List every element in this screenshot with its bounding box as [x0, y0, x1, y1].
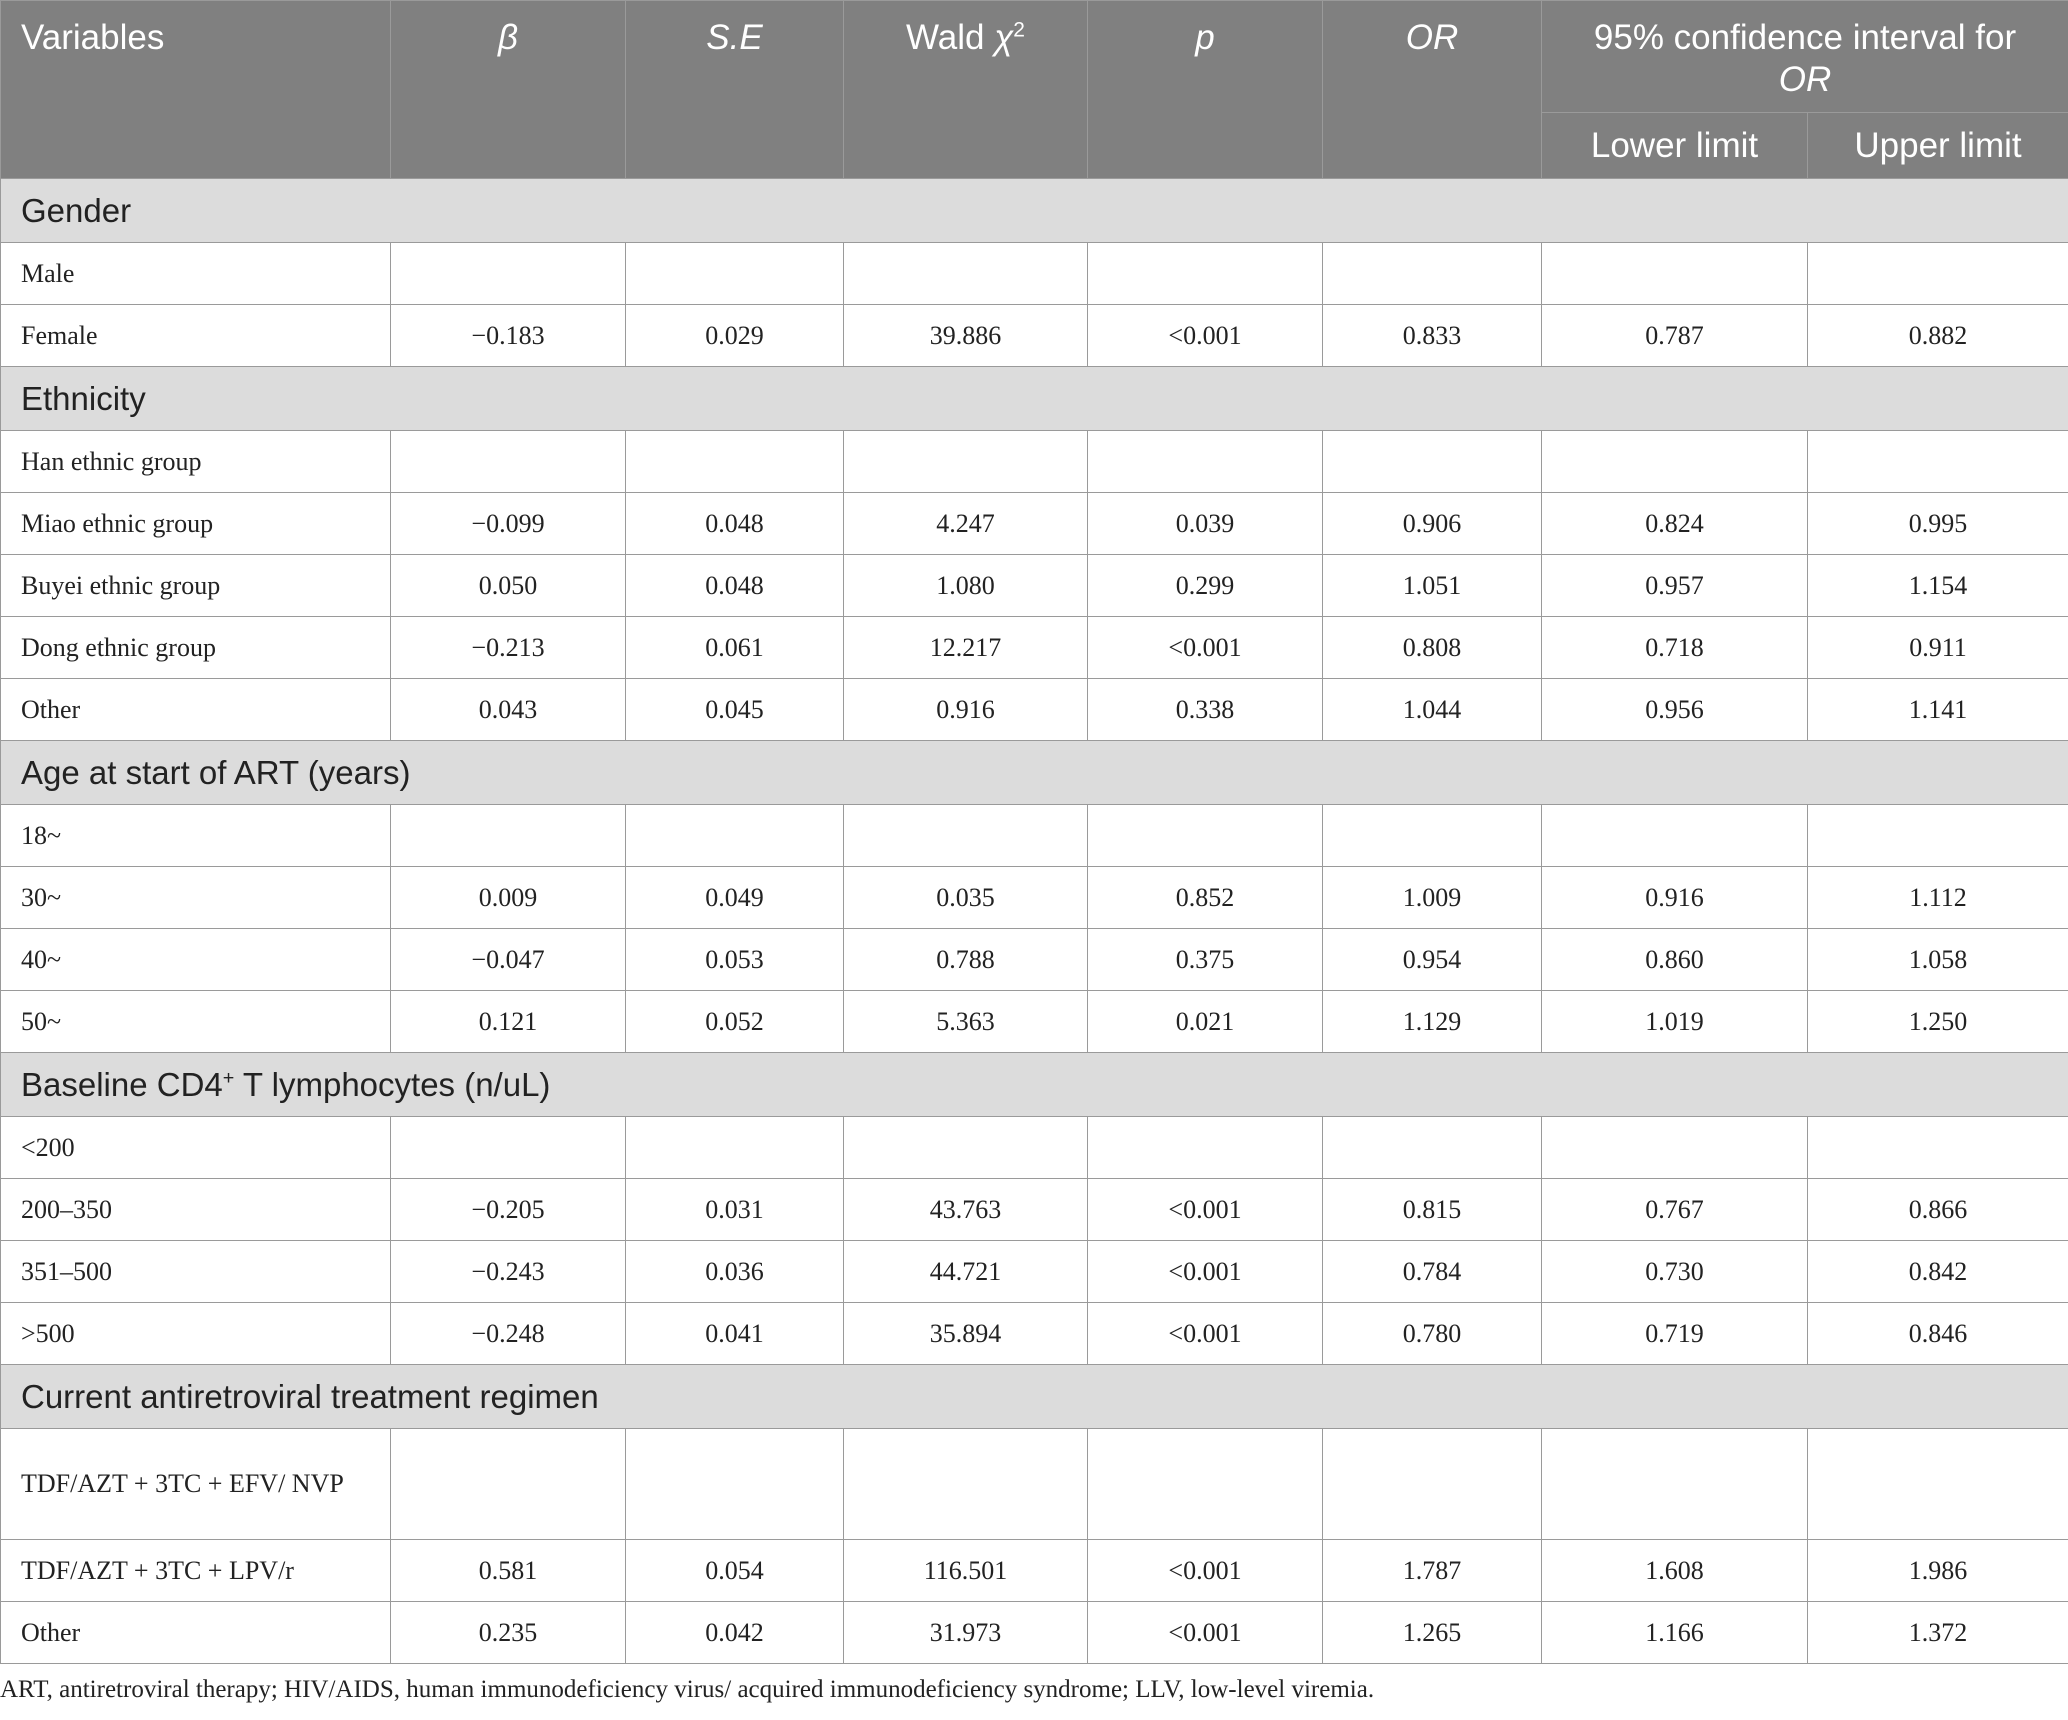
row-label: Han ethnic group	[1, 431, 391, 493]
cell-or: 0.780	[1323, 1303, 1542, 1365]
cell-wald: 35.894	[844, 1303, 1088, 1365]
group-header-row	[1, 1053, 2068, 1117]
cell-beta: −0.248	[391, 1303, 626, 1365]
cell-wald	[844, 243, 1088, 305]
cell-wald	[844, 1429, 1088, 1540]
group-title-text: Gender	[21, 191, 132, 229]
cell-p: 0.375	[1088, 929, 1323, 991]
cell-se	[626, 805, 844, 867]
row-label: Other	[1, 679, 391, 741]
cell-p: 0.039	[1088, 493, 1323, 555]
cell-or: 0.808	[1323, 617, 1542, 679]
cell-p: 0.299	[1088, 555, 1323, 617]
table-row	[1, 1117, 2068, 1179]
group-title	[1, 1365, 2068, 1429]
header-ci-prefix: 95% confidence interval for	[1593, 18, 2017, 57]
cell-beta: 0.121	[391, 991, 626, 1053]
cell-lower	[1542, 431, 1808, 493]
row-label: Miao ethnic group	[1, 493, 391, 555]
cell-se: 0.053	[626, 929, 844, 991]
cell-lower: 0.824	[1542, 493, 1808, 555]
cell-beta	[391, 431, 626, 493]
cell-p: <0.001	[1088, 1540, 1323, 1602]
cell-upper: 0.995	[1808, 493, 2068, 555]
group-title-suffix: T lymphocytes (n/uL)	[234, 1065, 551, 1103]
cell-upper: 0.911	[1808, 617, 2068, 679]
row-label: 18~	[1, 805, 391, 867]
cell-lower	[1542, 805, 1808, 867]
cell-upper	[1808, 805, 2068, 867]
table-footnote: ART, antiretroviral therapy; HIV/AIDS, human immunodeficiency virus/ acquired immunodeficiency syndrome; LLV, low-level viremia.	[0, 1676, 1375, 1703]
row-label: 30~	[1, 867, 391, 929]
header-variables: Variables	[1, 1, 391, 179]
cell-upper	[1808, 243, 2068, 305]
header-p: p	[1088, 1, 1323, 179]
cell-lower: 0.957	[1542, 555, 1808, 617]
cell-p	[1088, 1429, 1323, 1540]
cell-upper: 0.842	[1808, 1241, 2068, 1303]
row-label: Female	[1, 305, 391, 367]
cell-upper: 1.250	[1808, 991, 2068, 1053]
cell-wald	[844, 1117, 1088, 1179]
cell-upper: 1.154	[1808, 555, 2068, 617]
cell-or: 1.051	[1323, 555, 1542, 617]
cell-p: <0.001	[1088, 1179, 1323, 1241]
group-title-text: Current antiretroviral treatment regimen	[21, 1377, 599, 1415]
group-header-row	[1, 367, 2068, 431]
cell-p	[1088, 805, 1323, 867]
cell-or	[1323, 805, 1542, 867]
group-title-sup: +	[222, 1066, 235, 1089]
table-row	[1, 1303, 2068, 1365]
cell-se: 0.048	[626, 493, 844, 555]
cell-or: 0.784	[1323, 1241, 1542, 1303]
group-title-text: Age at start of ART (years)	[21, 753, 411, 791]
group-title	[1, 1053, 2068, 1117]
row-label: Buyei ethnic group	[1, 555, 391, 617]
cell-or: 1.787	[1323, 1540, 1542, 1602]
cell-upper	[1808, 1429, 2068, 1540]
table-row	[1, 1429, 2068, 1540]
table-body	[1, 179, 2068, 1664]
table-row	[1, 867, 2068, 929]
cell-p: 0.852	[1088, 867, 1323, 929]
cell-beta: 0.581	[391, 1540, 626, 1602]
row-label: >500	[1, 1303, 391, 1365]
cell-beta: 0.050	[391, 555, 626, 617]
cell-se: 0.054	[626, 1540, 844, 1602]
cell-lower: 0.730	[1542, 1241, 1808, 1303]
cell-upper: 0.866	[1808, 1179, 2068, 1241]
cell-wald	[844, 805, 1088, 867]
header-lower-limit: Lower limit	[1542, 113, 1808, 179]
cell-lower	[1542, 243, 1808, 305]
cell-se: 0.031	[626, 1179, 844, 1241]
cell-p: <0.001	[1088, 1602, 1323, 1664]
cell-se: 0.041	[626, 1303, 844, 1365]
row-label: 50~	[1, 991, 391, 1053]
row-label: <200	[1, 1117, 391, 1179]
table-row	[1, 1241, 2068, 1303]
cell-p: 0.338	[1088, 679, 1323, 741]
header-ci-or: OR	[1778, 60, 1832, 99]
cell-wald: 4.247	[844, 493, 1088, 555]
cell-lower	[1542, 1429, 1808, 1540]
cell-upper: 1.058	[1808, 929, 2068, 991]
header-se: S.E	[626, 1, 844, 179]
group-header-row	[1, 741, 2068, 805]
table-row	[1, 805, 2068, 867]
cell-lower: 0.787	[1542, 305, 1808, 367]
cell-or: 1.044	[1323, 679, 1542, 741]
row-label: 40~	[1, 929, 391, 991]
cell-or	[1323, 1429, 1542, 1540]
cell-p: <0.001	[1088, 1241, 1323, 1303]
cell-beta: −0.205	[391, 1179, 626, 1241]
cell-se: 0.036	[626, 1241, 844, 1303]
cell-wald: 43.763	[844, 1179, 1088, 1241]
cell-p: <0.001	[1088, 305, 1323, 367]
cell-or: 0.906	[1323, 493, 1542, 555]
table-row	[1, 431, 2068, 493]
cell-beta: −0.099	[391, 493, 626, 555]
cell-se: 0.042	[626, 1602, 844, 1664]
cell-or: 1.129	[1323, 991, 1542, 1053]
cell-lower: 1.019	[1542, 991, 1808, 1053]
header-wald-sup: 2	[1013, 18, 1025, 42]
cell-or	[1323, 1117, 1542, 1179]
cell-upper: 0.846	[1808, 1303, 2068, 1365]
table-row	[1, 243, 2068, 305]
cell-beta: −0.213	[391, 617, 626, 679]
cell-se: 0.049	[626, 867, 844, 929]
cell-lower: 1.166	[1542, 1602, 1808, 1664]
cell-or	[1323, 431, 1542, 493]
cell-wald: 31.973	[844, 1602, 1088, 1664]
cell-wald: 12.217	[844, 617, 1088, 679]
header-beta: β	[391, 1, 626, 179]
cell-beta: 0.043	[391, 679, 626, 741]
cell-se	[626, 1429, 844, 1540]
cell-upper: 1.141	[1808, 679, 2068, 741]
row-label: TDF/AZT + 3TC + EFV/ NVP	[1, 1429, 391, 1540]
cell-p	[1088, 243, 1323, 305]
group-header-row	[1, 179, 2068, 243]
cell-upper: 1.112	[1808, 867, 2068, 929]
cell-upper	[1808, 1117, 2068, 1179]
row-label: Male	[1, 243, 391, 305]
cell-wald: 1.080	[844, 555, 1088, 617]
cell-se: 0.029	[626, 305, 844, 367]
cell-se	[626, 243, 844, 305]
cell-lower: 0.916	[1542, 867, 1808, 929]
cell-lower: 0.719	[1542, 1303, 1808, 1365]
header-or: OR	[1323, 1, 1542, 179]
cell-se	[626, 431, 844, 493]
cell-beta: −0.243	[391, 1241, 626, 1303]
cell-p	[1088, 1117, 1323, 1179]
group-title-text: Baseline CD4	[21, 1065, 223, 1103]
group-title-text: Ethnicity	[21, 379, 146, 417]
cell-lower: 0.718	[1542, 617, 1808, 679]
cell-beta	[391, 1429, 626, 1540]
group-header-row	[1, 1365, 2068, 1429]
cell-or	[1323, 243, 1542, 305]
cell-wald: 44.721	[844, 1241, 1088, 1303]
group-title	[1, 179, 2068, 243]
cell-se: 0.048	[626, 555, 844, 617]
group-title	[1, 367, 2068, 431]
table-header	[1, 1, 2068, 179]
cell-beta: 0.235	[391, 1602, 626, 1664]
cell-upper: 0.882	[1808, 305, 2068, 367]
cell-wald: 0.916	[844, 679, 1088, 741]
cell-p: <0.001	[1088, 1303, 1323, 1365]
header-ci	[1542, 1, 2068, 113]
cell-p: 0.021	[1088, 991, 1323, 1053]
cell-lower: 0.767	[1542, 1179, 1808, 1241]
cell-wald: 116.501	[844, 1540, 1088, 1602]
cell-beta: −0.183	[391, 305, 626, 367]
cell-or: 0.954	[1323, 929, 1542, 991]
table-row	[1, 929, 2068, 991]
cell-beta: 0.009	[391, 867, 626, 929]
row-label: Dong ethnic group	[1, 617, 391, 679]
cell-wald: 5.363	[844, 991, 1088, 1053]
cell-wald: 0.788	[844, 929, 1088, 991]
table-row	[1, 555, 2068, 617]
cell-se: 0.052	[626, 991, 844, 1053]
group-title	[1, 741, 2068, 805]
row-label: 200–350	[1, 1179, 391, 1241]
table-row	[1, 1602, 2068, 1664]
header-wald	[844, 1, 1088, 179]
header-upper-limit: Upper limit	[1808, 113, 2068, 179]
cell-se: 0.061	[626, 617, 844, 679]
cell-upper: 1.986	[1808, 1540, 2068, 1602]
table-row	[1, 305, 2068, 367]
header-wald-prefix: Wald	[906, 18, 995, 57]
cell-p: <0.001	[1088, 617, 1323, 679]
cell-or: 1.009	[1323, 867, 1542, 929]
table-row	[1, 1540, 2068, 1602]
row-label: TDF/AZT + 3TC + LPV/r	[1, 1540, 391, 1602]
cell-se	[626, 1117, 844, 1179]
cell-beta	[391, 1117, 626, 1179]
cell-wald	[844, 431, 1088, 493]
cell-beta	[391, 805, 626, 867]
cell-upper	[1808, 431, 2068, 493]
row-label: Other	[1, 1602, 391, 1664]
cell-lower: 0.956	[1542, 679, 1808, 741]
table-row	[1, 991, 2068, 1053]
cell-lower: 1.608	[1542, 1540, 1808, 1602]
header-wald-chi: χ	[994, 18, 1014, 57]
cell-wald: 39.886	[844, 305, 1088, 367]
table-row	[1, 1179, 2068, 1241]
cell-upper: 1.372	[1808, 1602, 2068, 1664]
cell-beta: −0.047	[391, 929, 626, 991]
cell-p	[1088, 431, 1323, 493]
table-row	[1, 493, 2068, 555]
cell-beta	[391, 243, 626, 305]
row-label: 351–500	[1, 1241, 391, 1303]
cell-wald: 0.035	[844, 867, 1088, 929]
table-row	[1, 617, 2068, 679]
table-row	[1, 679, 2068, 741]
cell-or: 1.265	[1323, 1602, 1542, 1664]
cell-or: 0.833	[1323, 305, 1542, 367]
cell-lower: 0.860	[1542, 929, 1808, 991]
cell-or: 0.815	[1323, 1179, 1542, 1241]
cell-lower	[1542, 1117, 1808, 1179]
cell-se: 0.045	[626, 679, 844, 741]
